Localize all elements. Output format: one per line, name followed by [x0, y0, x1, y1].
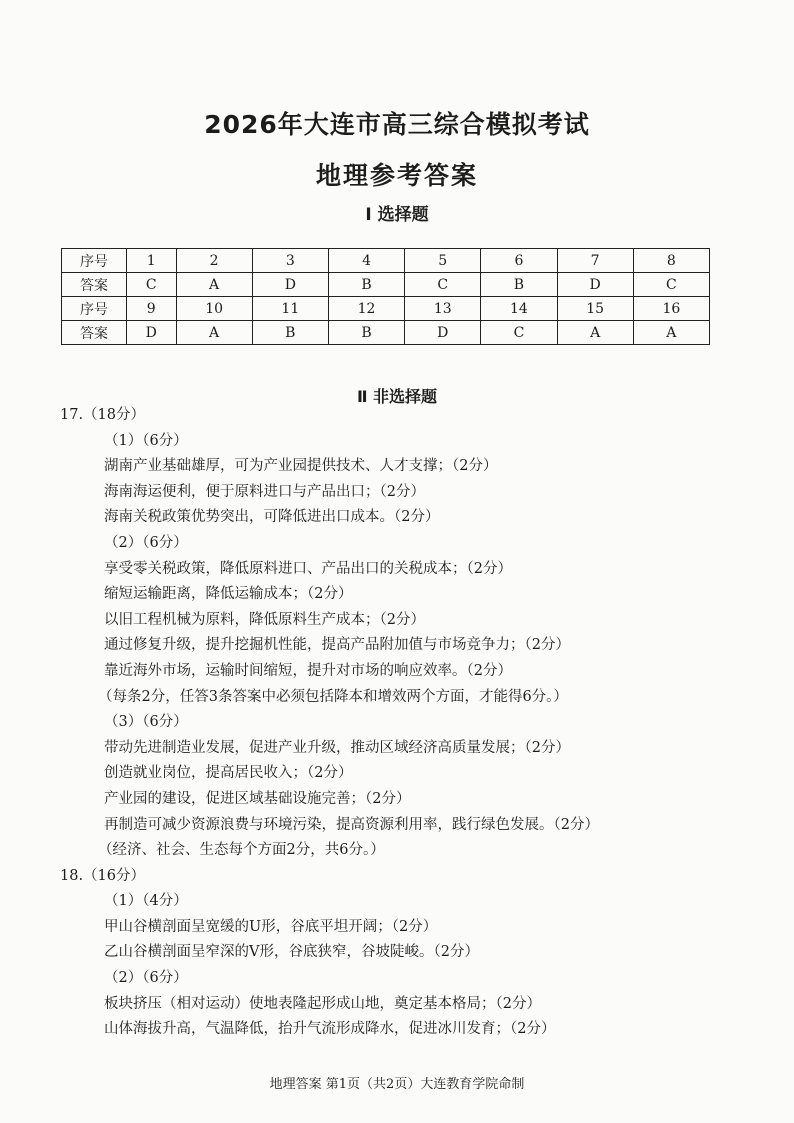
question-number-cell: 8	[633, 249, 709, 273]
answer-cell: B	[252, 321, 328, 345]
question-number-cell: 14	[481, 297, 557, 321]
answer-item: 创造就业岗位，提高居民收入；（2分）	[104, 765, 353, 782]
answer-item: 再制造可减少资源浪费与环境污染，提高资源利用率，践行绿色发展。（2分）	[104, 816, 599, 833]
answer-cell: B	[328, 273, 404, 297]
question-number-cell: 7	[557, 249, 633, 273]
table-row-label: 序号	[62, 297, 127, 321]
subquestion-heading: （2）（6分）	[104, 534, 188, 551]
page-footer: 地理答案 第1页（共2页）大连教育学院命制	[269, 1077, 525, 1092]
answer-cell: A	[557, 321, 633, 345]
question-number-cell: 4	[328, 249, 404, 273]
answer-cell: C	[127, 273, 177, 297]
table-answer-row	[62, 273, 710, 297]
question-number-cell: 1	[127, 249, 177, 273]
answer-item: 海南关税政策优势突出，可降低进出口成本。（2分）	[104, 509, 440, 526]
answer-cell: D	[252, 273, 328, 297]
answer-item: 湖南产业基础雄厚，可为产业园提供技术、人才支撑；（2分）	[104, 458, 498, 475]
question-number-cell: 15	[557, 297, 633, 321]
section-title-choice: Ⅰ 选择题	[365, 205, 429, 225]
answer-cell: C	[633, 273, 709, 297]
answer-cell: A	[176, 273, 252, 297]
table-row-label: 答案	[62, 273, 127, 297]
question-number-cell: 16	[633, 297, 709, 321]
scoring-note: （每条2分，任答3条答案中必须包括降本和增效两个方面，才能得6分。）	[98, 688, 568, 705]
answer-cell: A	[176, 321, 252, 345]
question-number-cell: 5	[405, 249, 481, 273]
subquestion-heading: （1）（4分）	[104, 893, 188, 910]
table-row-label: 答案	[62, 321, 127, 345]
document-title: 2026年大连市高三综合模拟考试	[204, 110, 590, 139]
answer-item: 以旧工程机械为原料，降低原料生产成本；（2分）	[104, 611, 425, 628]
question-number-cell: 9	[127, 297, 177, 321]
answer-item: 享受零关税政策，降低原料进口、产品出口的关税成本；（2分）	[104, 560, 512, 577]
answer-item: 带动先进制造业发展，促进产业升级，推动区域经济高质量发展；（2分）	[104, 739, 570, 756]
question-number-cell: 10	[176, 297, 252, 321]
subquestion-heading: （1）（6分）	[104, 432, 188, 449]
subquestion-heading: （2）（6分）	[104, 970, 188, 987]
answer-table	[61, 248, 710, 345]
question-number-cell: 2	[176, 249, 252, 273]
document-subtitle: 地理参考答案	[315, 161, 478, 190]
question-number-cell: 3	[252, 249, 328, 273]
answer-item: 海南海运便利，便于原料进口与产品出口；（2分）	[104, 483, 425, 500]
question-number-cell: 13	[405, 297, 481, 321]
table-answer-row	[62, 321, 710, 345]
answer-item: 板块挤压（相对运动）使地表隆起形成山地，奠定基本格局；（2分）	[104, 995, 541, 1012]
answer-item: 缩短运输距离，降低运输成本；（2分）	[104, 586, 353, 603]
answer-cell: A	[633, 321, 709, 345]
answer-item: 通过修复升级，提升挖掘机性能，提高产品附加值与市场竞争力；（2分）	[104, 637, 570, 654]
question-number-cell: 6	[481, 249, 557, 273]
answer-item: 靠近海外市场，运输时间缩短，提升对市场的响应效率。（2分）	[104, 662, 512, 679]
section-title-nonchoice: Ⅱ 非选择题	[356, 387, 438, 406]
answer-body	[60, 403, 750, 1043]
question-number-cell: 11	[252, 297, 328, 321]
answer-cell: C	[405, 273, 481, 297]
answer-cell: D	[127, 321, 177, 345]
answer-item: 山体海拔升高，气温降低，抬升气流形成降水，促进冰川发育；（2分）	[104, 1021, 556, 1038]
scoring-note: （经济、社会、生态每个方面2分，共6分。）	[98, 842, 385, 859]
question-heading: 17.（18分）	[60, 407, 146, 423]
table-row-label: 序号	[62, 249, 127, 273]
answer-item: 产业园的建设，促进区域基础设施完善；（2分）	[104, 790, 411, 807]
answer-cell: B	[328, 321, 404, 345]
answer-item: 甲山谷横剖面呈宽缓的U形，谷底平坦开阔；（2分）	[104, 918, 438, 935]
table-number-row	[62, 249, 710, 273]
answer-cell: D	[405, 321, 481, 345]
subquestion-heading: （3）（6分）	[104, 714, 188, 731]
answer-cell: D	[557, 273, 633, 297]
question-heading: 18.（16分）	[60, 867, 146, 884]
answer-cell: C	[481, 321, 557, 345]
answer-item: 乙山谷横剖面呈窄深的V形，谷底狭窄，谷坡陡峻。（2分）	[104, 944, 479, 961]
question-number-cell: 12	[328, 297, 404, 321]
table-number-row	[62, 297, 710, 321]
answer-cell: B	[481, 273, 557, 297]
